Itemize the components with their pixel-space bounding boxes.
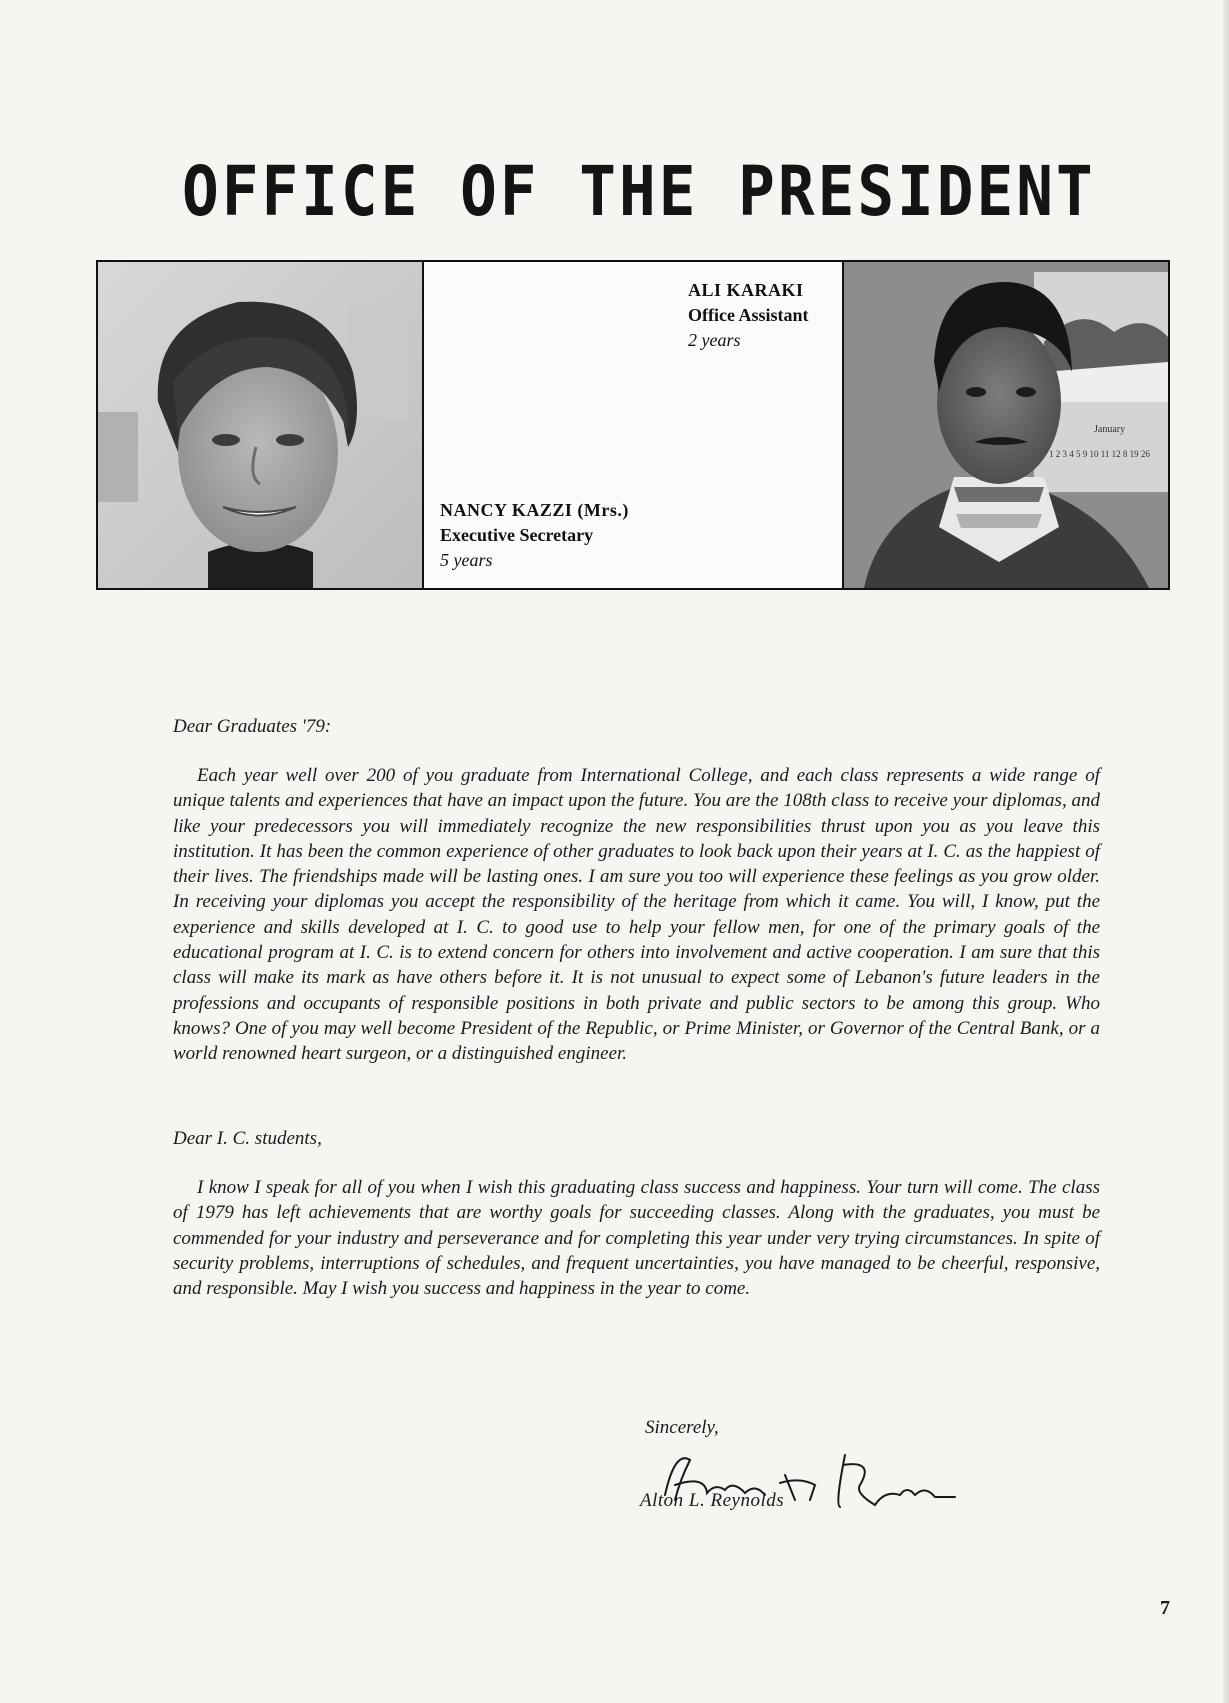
page-title: OFFICE OF THE PRESIDENT: [182, 152, 1096, 232]
salutation-students: Dear I. C. students,: [173, 1128, 322, 1149]
staff-role: Office Assistant: [688, 305, 809, 325]
page-number: 7: [1160, 1597, 1170, 1619]
staff-photo-strip: [96, 260, 1170, 590]
calendar-month: January: [1094, 424, 1126, 435]
calendar-days: 1 2 3 4 5 9 10 11 12 8 19 26: [1049, 449, 1150, 459]
signer-name: Alton L. Reynolds: [640, 1490, 785, 1511]
nancy-kazzi-caption: [440, 498, 629, 573]
staff-tenure: 2 years: [688, 330, 741, 350]
staff-role: Executive Secretary: [440, 525, 594, 545]
handwritten-signature: [645, 1445, 965, 1525]
ali-karaki-photo: [842, 262, 1168, 588]
ali-karaki-caption: [688, 278, 809, 353]
page-edge: [1223, 0, 1229, 1703]
letter-closing: Sincerely,: [645, 1417, 719, 1438]
paragraph-graduates: Each year well over 200 of you graduate from International College, and each class represents a wide range of unique talents and experiences that have an impact upon the future. You are the 108th class to receive your diplomas, and like your predecessors you will immediately recognize the new responsibilities thrust upon you as you leave this institution. It has been the common experience of other graduates to look back upon their years at I. C. as the happiest of their lives. The friendships made will be lasting ones. I am sure you too will experience these feelings as you grow older. In receiving your diplomas you accept the responsibility of the heritage from which it came. You will, I know, put the experience and skills developed at I. C. to good use to help your fellow men, for one of the primary goals of the educational program at I. C. is to extend concern for others into involvement and active cooperation. I am sure that this class will make its mark as have others before it. It is not unusual to expect some of Lebanon's future leaders in the professions and occupants of responsible positions in both private and public sectors to be among this group. Who knows? One of you may well become President of the Republic, or Prime Minister, or Governor of the Central Bank, or a world renowned heart surgeon, or a distinguished engineer.: [173, 765, 1100, 1065]
nancy-kazzi-photo: [98, 262, 424, 588]
staff-name: NANCY KAZZI (Mrs.): [440, 500, 629, 520]
salutation-graduates: Dear Graduates '79:: [173, 716, 332, 737]
staff-tenure: 5 years: [440, 550, 493, 570]
paragraph-students: I know I speak for all of you when I wish this graduating class success and happiness. Your turn will come. The class of 1979 has left achievements that are worthy goals for succeeding classes. Along with the graduates, you must be commended for your industry and perseverance and for completing this year under very trying circumstances. In spite of security problems, interruptions of schedules, and frequent uncertainties, you have managed to be cheerful, responsive, and responsible. May I wish you success and happiness in the year to come.: [173, 1177, 1100, 1300]
staff-name: ALI KARAKI: [688, 280, 804, 300]
